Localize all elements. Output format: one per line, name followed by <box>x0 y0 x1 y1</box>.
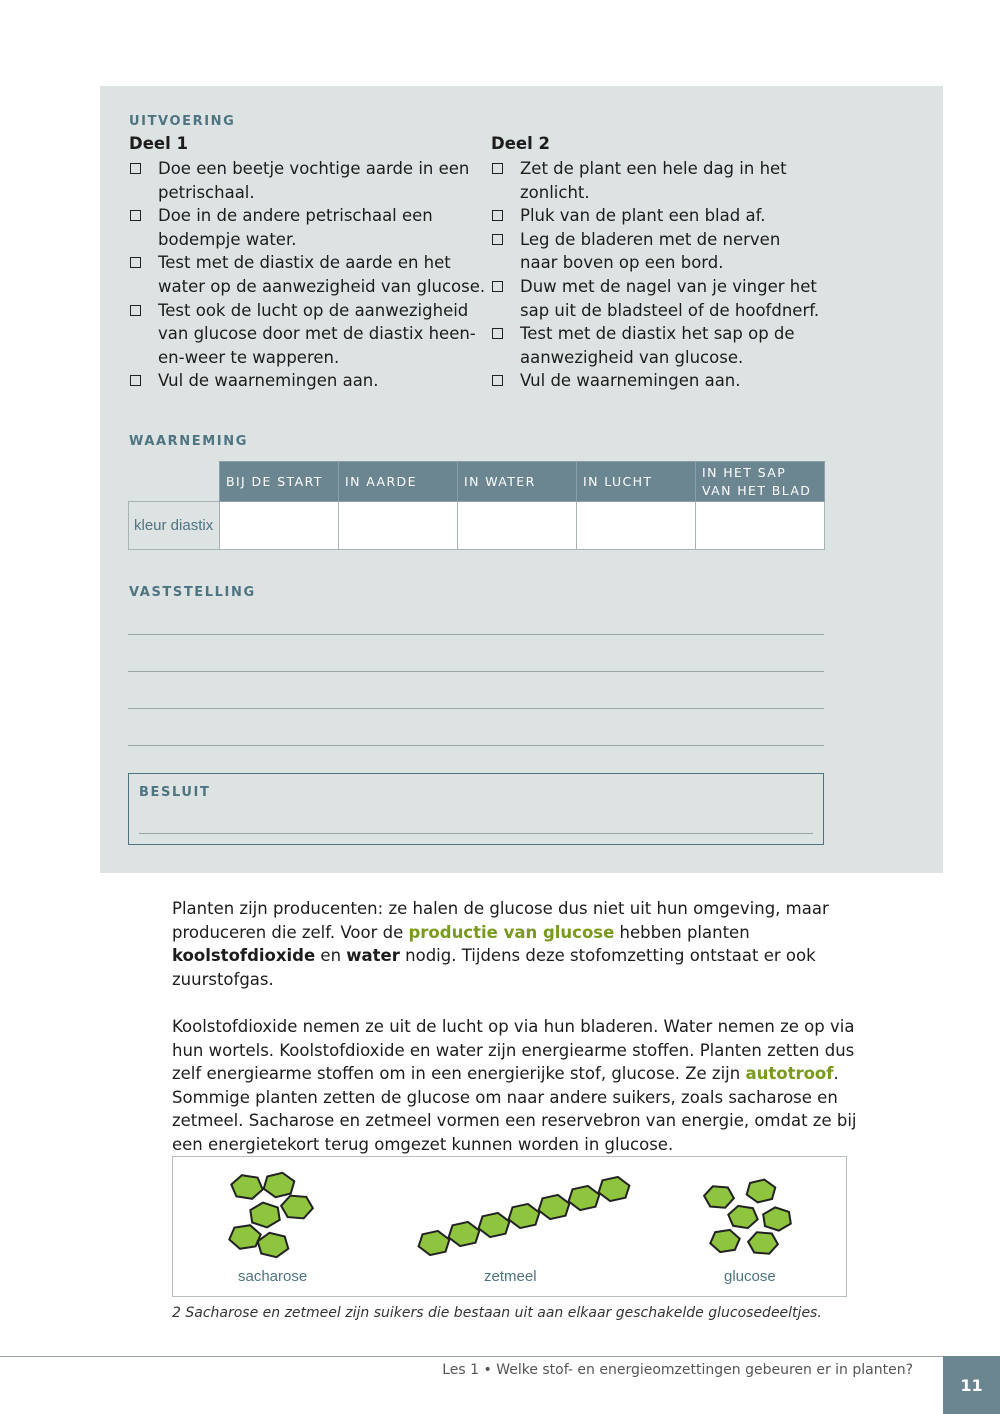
checkbox[interactable] <box>492 163 503 174</box>
glucose-unit <box>763 1207 791 1230</box>
checkbox[interactable] <box>492 328 503 339</box>
waarneming-label: WAARNEMING <box>129 434 248 449</box>
deel1-column <box>129 133 489 393</box>
step-text: Leg de bladeren met de nerven naar boven op een bord. <box>520 229 781 273</box>
keyword-productie: productie van glucose <box>408 922 615 942</box>
step-item <box>129 251 489 298</box>
paragraph-1 <box>172 897 862 991</box>
writing-line[interactable] <box>128 671 824 672</box>
step-text: Vul de waarnemingen aan. <box>158 371 379 391</box>
col-header: IN LUCHT <box>577 462 696 502</box>
text-run: Planten zijn producenten: ze halen de glucose dus niet uit hun omgeving, maar produceren die zelf. Voor de <box>172 899 829 942</box>
writing-line[interactable] <box>128 708 824 709</box>
footer-text: Les 1 • Welke stof- en energieomzettingen gebeuren er in planten? <box>442 1362 913 1378</box>
step-item <box>491 204 821 228</box>
col-header: BIJ DE START <box>220 462 339 502</box>
row-label: kleur diastix <box>129 502 220 550</box>
checkbox[interactable] <box>492 210 503 221</box>
deel1-title: Deel 1 <box>129 134 188 153</box>
col-header: IN AARDE <box>339 462 458 502</box>
glucose-unit <box>710 1230 739 1252</box>
zetmeel-unit <box>479 1213 510 1237</box>
sacharose-unit <box>250 1203 279 1228</box>
paragraph-2 <box>172 1015 862 1157</box>
page-number: 11 <box>943 1356 1000 1414</box>
label-zetmeel: zetmeel <box>484 1268 537 1285</box>
body-text <box>172 897 862 1157</box>
checkbox[interactable] <box>492 234 503 245</box>
sacharose-unit <box>258 1233 289 1257</box>
table-corner <box>129 462 220 502</box>
text-run: nodig. Tijdens deze stofomzetting ontstaat er ook zuurstofgas. <box>172 946 816 989</box>
checkbox[interactable] <box>492 281 503 292</box>
checkbox[interactable] <box>130 210 141 221</box>
observation-cell[interactable] <box>577 502 696 550</box>
glucose-unit <box>704 1186 734 1207</box>
step-item <box>491 228 821 275</box>
besluit-label: BESLUIT <box>139 785 211 800</box>
writing-line[interactable] <box>128 745 824 746</box>
observation-table <box>128 461 825 550</box>
keyword-autotroof: autotroof <box>745 1064 834 1084</box>
writing-line[interactable] <box>139 833 813 834</box>
glucose-unit <box>747 1180 776 1203</box>
text-run: hebben planten <box>614 922 750 942</box>
step-item <box>129 157 489 204</box>
deel2-title: Deel 2 <box>491 134 550 153</box>
checkbox[interactable] <box>130 305 141 316</box>
step-text: Doe een beetje vochtige aarde in een petrischaal. <box>158 159 470 202</box>
deel2-column <box>491 133 821 393</box>
checkbox[interactable] <box>130 375 141 386</box>
step-text: Test met de diastix het sap op de aanwezigheid van glucose. <box>520 324 795 367</box>
step-text: Pluk van de plant een blad af. <box>520 206 766 226</box>
observation-cell[interactable] <box>696 502 825 550</box>
text-run: Sommige planten zetten de glucose om naar andere suikers, zoals sacharose en zetmeel. Sacharose en zetmeel vormen een reservebron van energie, omdat ze bij een energietekort terug omgezet kunnen worden in glucose. <box>172 1087 857 1154</box>
besluit-box <box>128 773 824 845</box>
deel1-steps <box>129 157 489 393</box>
step-item <box>129 299 489 370</box>
checkbox[interactable] <box>130 163 141 174</box>
uitvoering-label: UITVOERING <box>129 114 236 129</box>
keyword-water: water <box>346 946 400 966</box>
keyword-koolstofdioxide: koolstofdioxide <box>172 946 316 966</box>
step-item <box>491 275 821 322</box>
sacharose-unit <box>281 1196 313 1219</box>
sacharose-unit <box>229 1225 260 1249</box>
step-text: Duw met de nagel van je vinger het sap uit de bladsteel of de hoofdnerf. <box>520 276 820 320</box>
observation-cell[interactable] <box>220 502 339 550</box>
label-glucose: glucose <box>724 1268 776 1285</box>
zetmeel-unit <box>569 1186 600 1210</box>
zetmeel-unit <box>419 1231 450 1255</box>
step-item <box>491 322 821 369</box>
deel2-steps <box>491 157 821 393</box>
step-text: Doe in de andere petrischaal een bodempje water. <box>158 206 433 249</box>
text-run: . <box>833 1064 839 1084</box>
step-text: Test ook de lucht op de aanwezigheid van glucose door met de diastix heen-en-weer te wapperen. <box>158 300 476 367</box>
step-text: Test met de diastix de aarde en het water op de aanwezigheid van glucose. <box>158 253 486 296</box>
observation-cell[interactable] <box>339 502 458 550</box>
step-text: Zet de plant een hele dag in het zonlicht. <box>520 159 787 202</box>
zetmeel-unit <box>449 1222 480 1246</box>
checkbox[interactable] <box>130 257 141 268</box>
figure-caption: 2 Sacharose en zetmeel zijn suikers die bestaan uit aan elkaar geschakelde glucosedeeltjes. <box>172 1305 822 1321</box>
step-item <box>491 157 821 204</box>
step-item <box>491 369 821 393</box>
sacharose-unit <box>264 1173 295 1197</box>
writing-line[interactable] <box>128 634 824 635</box>
zetmeel-unit <box>599 1177 630 1201</box>
col-header: IN HET SAP VAN HET BLAD <box>696 462 825 502</box>
step-item <box>129 204 489 251</box>
observation-cell[interactable] <box>458 502 577 550</box>
col-header: IN WATER <box>458 462 577 502</box>
zetmeel-unit <box>539 1195 570 1219</box>
zetmeel-unit <box>509 1204 540 1228</box>
checkbox[interactable] <box>492 375 503 386</box>
footer-divider <box>0 1356 1000 1357</box>
sacharose-unit <box>231 1175 262 1199</box>
text-run: Koolstofdioxide nemen ze uit de lucht op via hun bladeren. Water nemen ze op via hun wortels. Koolstofdioxide en water zijn energiearme stoffen. Planten zetten dus zelf energiearme stoffen om in een energierijke stof, glucose. Ze zijn <box>172 1016 855 1084</box>
text-run: en <box>315 946 347 966</box>
step-text: Vul de waarnemingen aan. <box>520 371 741 391</box>
label-sacharose: sacharose <box>238 1268 308 1285</box>
step-item <box>129 369 489 393</box>
glucose-unit <box>728 1206 757 1228</box>
glucose-unit <box>748 1232 778 1253</box>
vaststelling-label: VASTSTELLING <box>129 585 256 600</box>
